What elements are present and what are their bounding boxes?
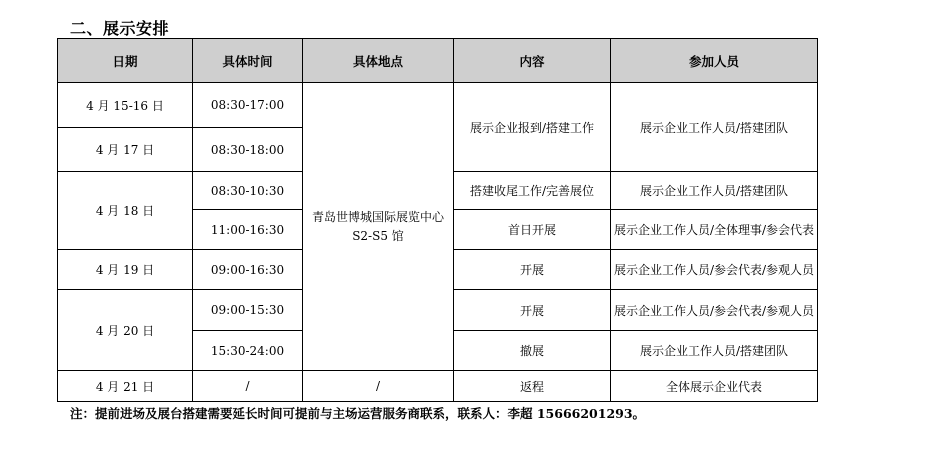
content-cell: 开展 (454, 250, 611, 290)
venue-cell (303, 83, 454, 371)
header-location: 具体地点 (303, 39, 454, 83)
content-cell: 开展 (454, 290, 611, 331)
venue-cell: / (303, 371, 454, 402)
footnote-text: 注：提前进场及展台搭建需要延长时间可提前与主场运营服务商联系，联系人：李超 (70, 406, 537, 421)
header-content: 内容 (454, 39, 611, 83)
venue-name: 青岛世博城国际展览中心 (311, 209, 444, 224)
date-cell: 4 月 15-16 日 (58, 83, 193, 128)
participants-cell: 展示企业工作人员/参会代表/参观人员 (611, 250, 818, 290)
header-time: 具体时间 (193, 39, 303, 83)
content-cell: 首日开展 (454, 210, 611, 250)
date-cell: 4 月 18 日 (58, 172, 193, 250)
date-cell: 4 月 17 日 (58, 128, 193, 172)
participants-cell: 展示企业工作人员/搭建团队 (611, 83, 818, 172)
time-cell: 11:00-16:30 (193, 210, 303, 250)
participants-cell: 全体展示企业代表 (611, 371, 818, 402)
table-row (58, 83, 818, 128)
header-participants: 参加人员 (611, 39, 818, 83)
time-cell: 08:30-18:00 (193, 128, 303, 172)
participants-cell: 展示企业工作人员/全体理事/参会代表 (611, 210, 818, 250)
venue-hall: S2-S5 馆 (352, 228, 404, 243)
date-cell: 4 月 19 日 (58, 250, 193, 290)
time-cell: 09:00-15:30 (193, 290, 303, 331)
time-cell: 08:30-10:30 (193, 172, 303, 210)
time-cell: 15:30-24:00 (193, 331, 303, 371)
table-header-row (58, 39, 818, 83)
header-date: 日期 (58, 39, 193, 83)
content-cell: 搭建收尾工作/完善展位 (454, 172, 611, 210)
participants-cell: 展示企业工作人员/搭建团队 (611, 331, 818, 371)
content-cell: 返程 (454, 371, 611, 402)
time-cell: / (193, 371, 303, 402)
participants-cell: 展示企业工作人员/搭建团队 (611, 172, 818, 210)
content-cell: 撤展 (454, 331, 611, 371)
content-cell: 展示企业报到/搭建工作 (454, 83, 611, 172)
schedule-table (57, 38, 818, 402)
time-cell: 09:00-16:30 (193, 250, 303, 290)
footnote (70, 404, 645, 422)
participants-cell: 展示企业工作人员/参会代表/参观人员 (611, 290, 818, 331)
date-cell: 4 月 20 日 (58, 290, 193, 371)
section-title: 二、展示安排 (70, 19, 170, 38)
contact-phone: 15666201293。 (536, 406, 646, 421)
date-cell: 4 月 21 日 (58, 371, 193, 402)
table-row (58, 371, 818, 402)
time-cell: 08:30-17:00 (193, 83, 303, 128)
